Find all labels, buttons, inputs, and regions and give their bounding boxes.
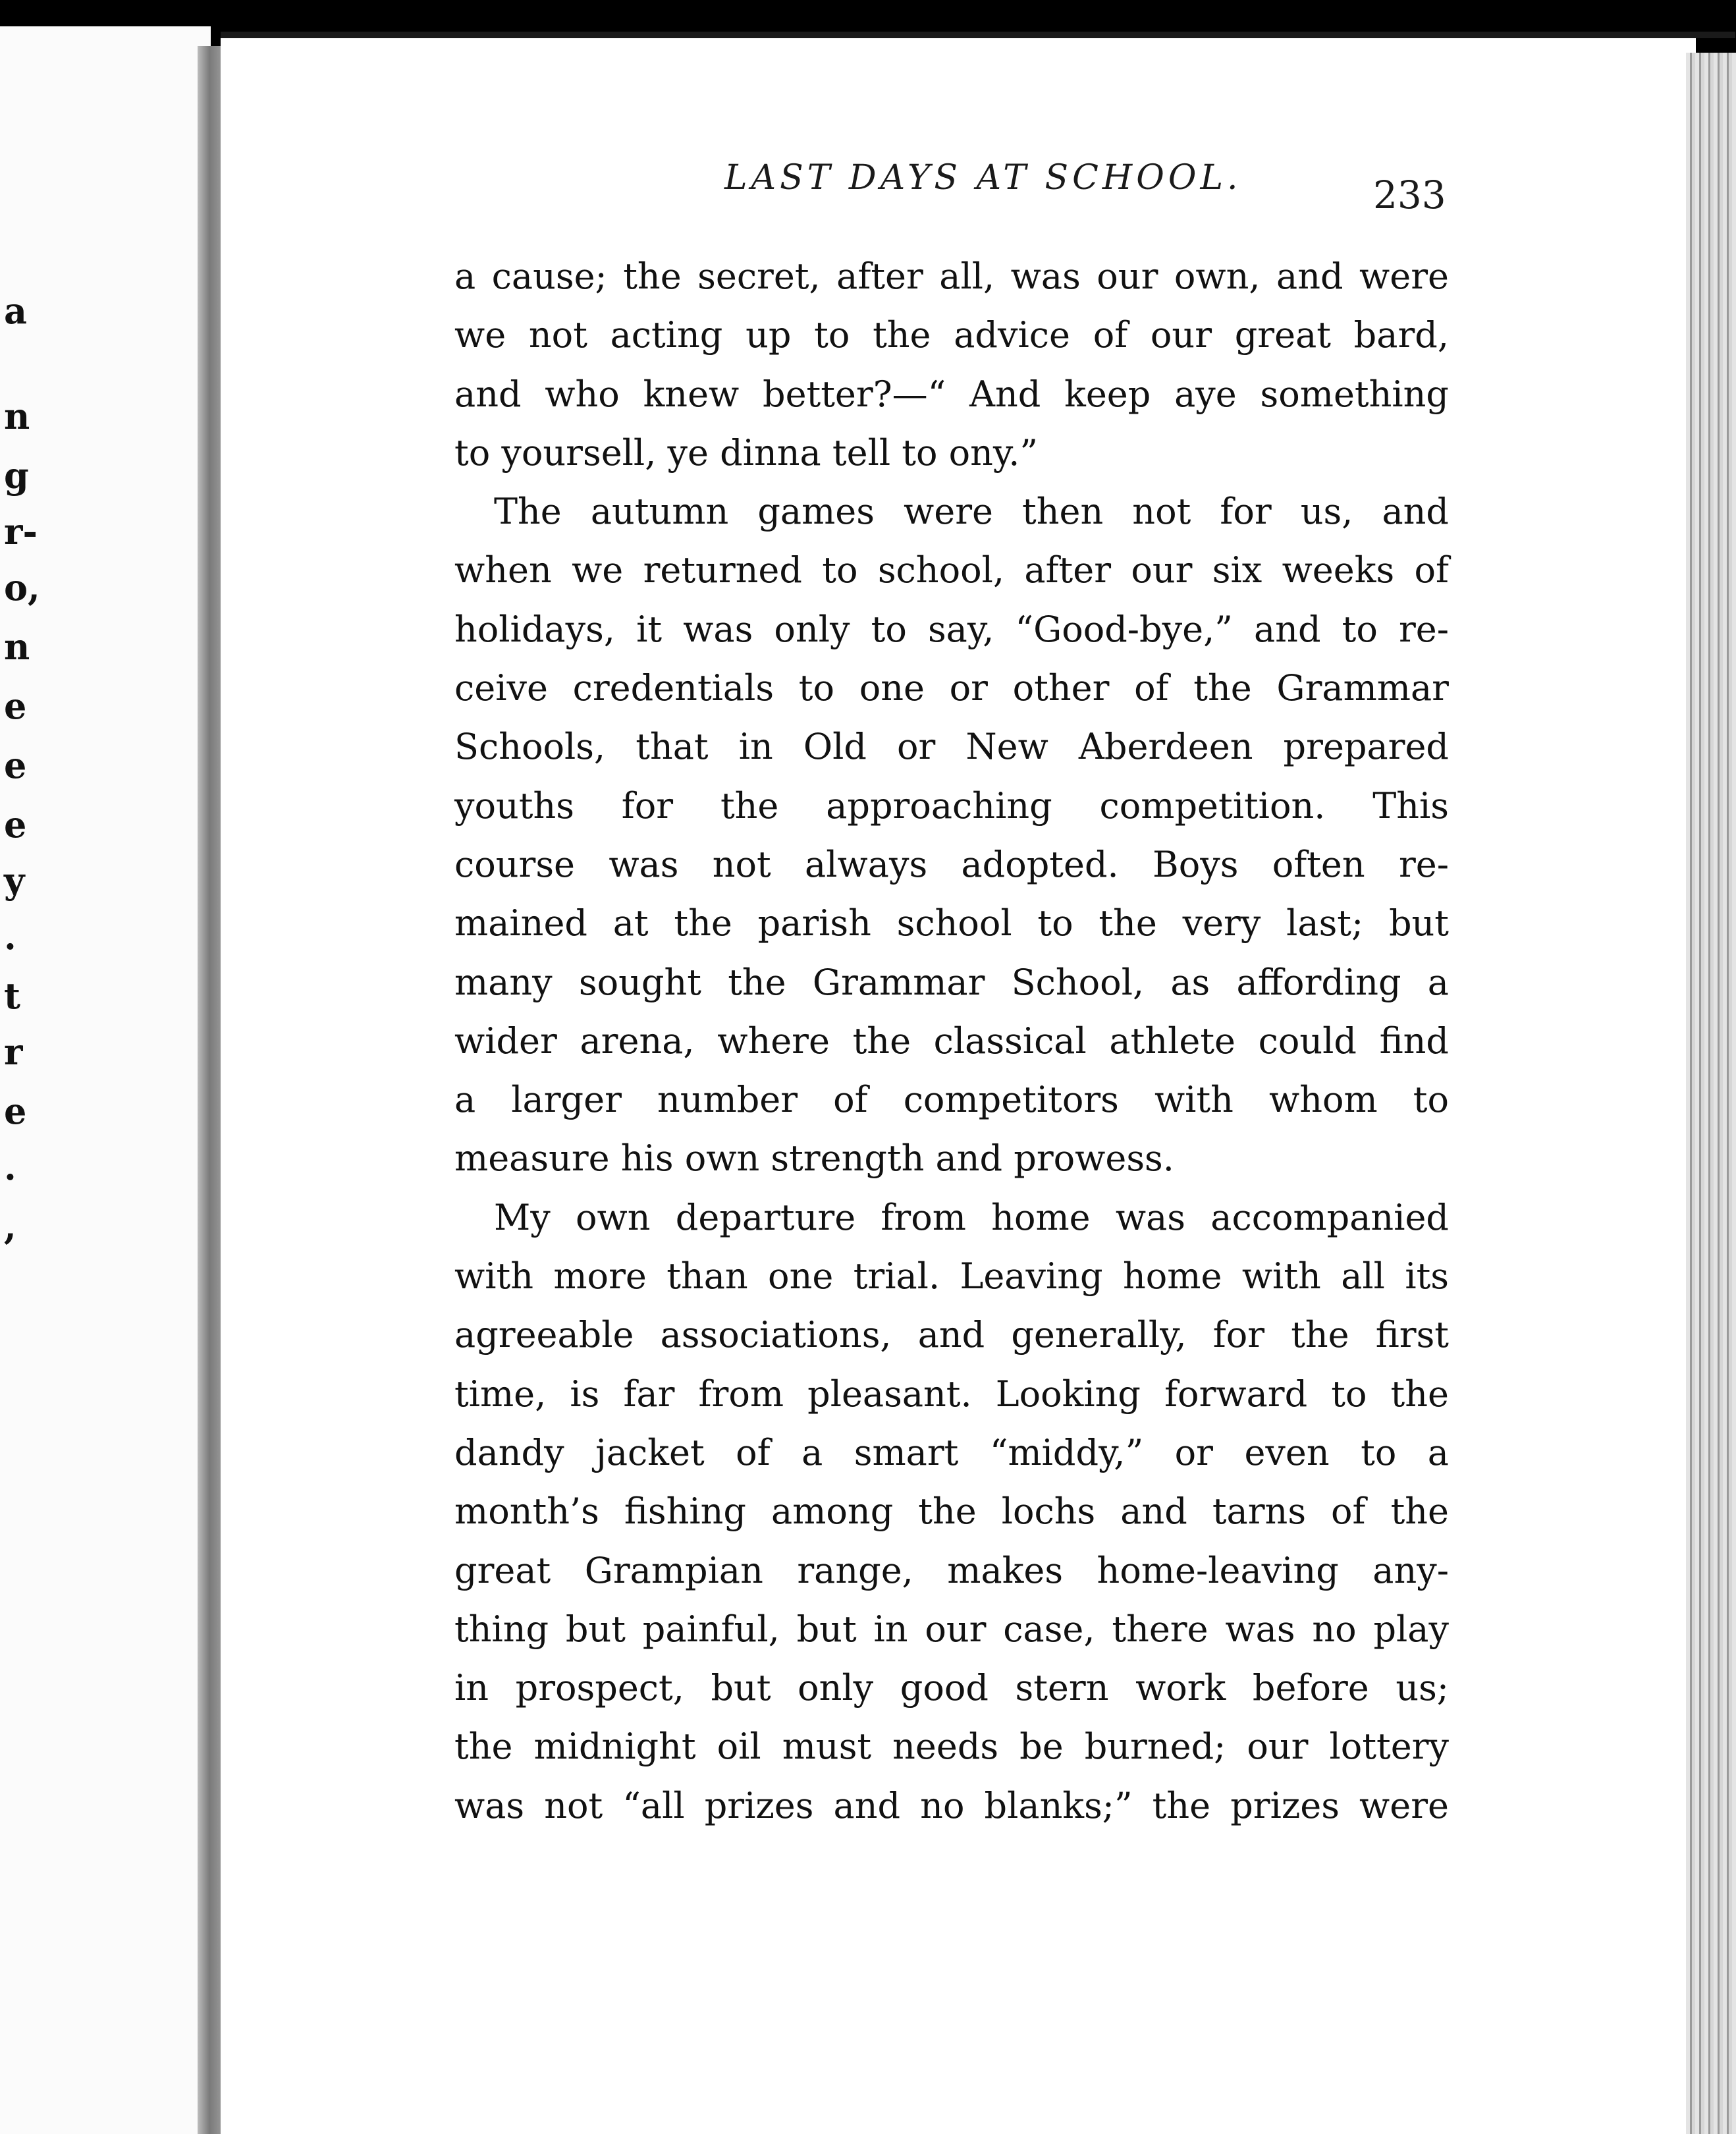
fragment: t bbox=[4, 975, 20, 1017]
fragment: n bbox=[4, 626, 30, 668]
fragment: e bbox=[4, 1090, 27, 1132]
fragment: e bbox=[4, 744, 27, 786]
text-line: to yoursell, ye dinna tell to ony.” bbox=[454, 431, 1039, 474]
text-line: wider arena, where the classical athlete could find bbox=[454, 1020, 1449, 1062]
text-line: The autumn games were then not for us, and bbox=[494, 491, 1449, 533]
text-line: with more than one trial. Leaving home with all its bbox=[454, 1255, 1449, 1298]
fragment: o, bbox=[4, 566, 40, 609]
text-line: youths for the approaching competition. This bbox=[454, 784, 1449, 827]
text-line: time, is far from pleasant. Looking forward to the bbox=[454, 1373, 1449, 1415]
text-line: a larger number of competitors with whom to bbox=[454, 1079, 1449, 1121]
text-line: course was not always adopted. Boys often re- bbox=[454, 843, 1449, 885]
fragment: e bbox=[4, 804, 27, 846]
fragment: . bbox=[4, 916, 16, 958]
page-edges-stack bbox=[1686, 53, 1736, 2134]
text-line: measure his own strength and prowess. bbox=[454, 1137, 1174, 1180]
fragment: e bbox=[4, 685, 27, 727]
fragment: a bbox=[4, 290, 27, 332]
fragment: n bbox=[4, 395, 30, 437]
text-line: month’s fishing among the lochs and tarns of the bbox=[454, 1491, 1449, 1533]
text-line: the midnight oil must needs be burned; our lottery bbox=[454, 1726, 1449, 1768]
fragment: . bbox=[4, 1146, 16, 1188]
fragment: r bbox=[4, 1031, 23, 1073]
text-line: thing but painful, but in our case, there was no play bbox=[454, 1608, 1449, 1650]
fragment: y bbox=[4, 860, 25, 902]
fragment: , bbox=[4, 1205, 16, 1247]
text-line: mained at the parish school to the very last; but bbox=[454, 902, 1449, 944]
text-line: agreeable associations, and generally, for the first bbox=[454, 1314, 1449, 1356]
text-line: My own departure from home was accompanied bbox=[494, 1196, 1449, 1238]
text-line: Schools, that in Old or New Aberdeen prepared bbox=[454, 726, 1449, 768]
text-line: when we returned to school, after our six weeks of bbox=[454, 549, 1449, 591]
text-line: we not acting up to the advice of our great bard, bbox=[454, 314, 1449, 356]
text-line: ceive credentials to one or other of the Grammar bbox=[454, 667, 1449, 709]
text-line: and who knew better?—“ And keep aye something bbox=[454, 373, 1449, 415]
text-line: was not “all prizes and no blanks;” the prizes were bbox=[454, 1784, 1449, 1826]
book-gutter bbox=[198, 46, 224, 2134]
text-line: dandy jacket of a smart “middy,” or even to a bbox=[454, 1431, 1449, 1473]
running-head: LAST DAYS AT SCHOOL. bbox=[724, 158, 1242, 198]
text-line: many sought the Grammar School, as affording a bbox=[454, 961, 1449, 1003]
facing-page-left bbox=[0, 26, 211, 2134]
text-line: great Grampian range, makes home-leaving any- bbox=[454, 1549, 1449, 1591]
page-top-edge bbox=[221, 32, 1735, 38]
text-line: holidays, it was only to say, “Good-bye,” and to re- bbox=[454, 608, 1449, 650]
page-number: 233 bbox=[1373, 173, 1446, 217]
text-line: in prospect, but only good stern work before us; bbox=[454, 1667, 1449, 1709]
fragment: g bbox=[4, 454, 29, 497]
fragment: r- bbox=[4, 510, 38, 553]
text-line: a cause; the secret, after all, was our own, and were bbox=[454, 256, 1449, 297]
body-text bbox=[454, 247, 1449, 1835]
